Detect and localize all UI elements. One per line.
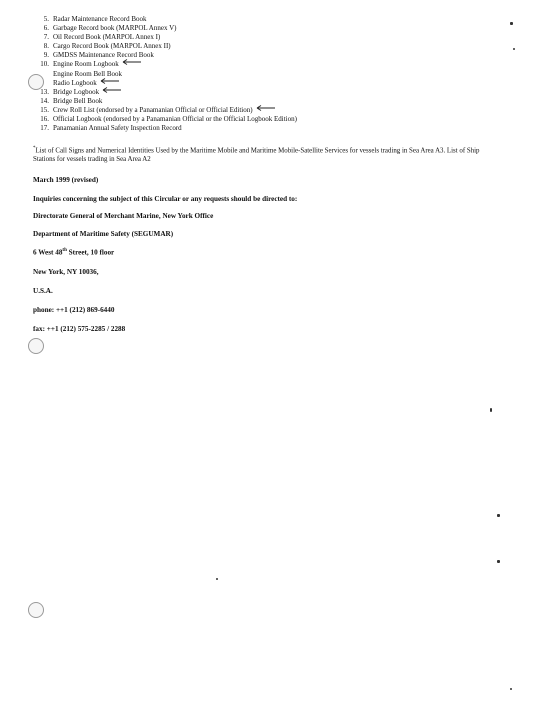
street-number: 6 West 48 <box>33 248 63 257</box>
list-item-label: Official Logbook (endorsed by a Panamanian Official or the Official Logbook Edition) <box>53 115 297 124</box>
scan-speck <box>513 48 515 50</box>
list-item <box>32 24 297 33</box>
list-item-label: Panamanian Annual Safety Inspection Record <box>53 124 182 133</box>
list-item-label: Oil Record Book (MARPOL Annex I) <box>53 33 161 42</box>
handwritten-arrow-icon <box>122 59 142 65</box>
list-item-number: 7. <box>43 33 49 42</box>
list-item-label: Engine Room Logbook <box>53 60 119 69</box>
scan-speck <box>497 514 500 517</box>
list-item <box>32 51 297 60</box>
street-address <box>33 248 114 256</box>
list-item-label: Radar Maintenance Record Book <box>53 15 147 23</box>
list-item <box>32 115 297 124</box>
list-item-number: 13. <box>40 87 49 96</box>
handwritten-arrow-icon <box>100 78 120 84</box>
list-item <box>32 33 297 42</box>
list-item <box>32 88 297 97</box>
punch-hole <box>28 74 44 90</box>
list-item-label: Garbage Record book (MARPOL Annex V) <box>53 24 177 33</box>
department-name: Department of Maritime Safety (SEGUMAR) <box>33 230 174 238</box>
list-item <box>32 15 297 24</box>
list-item-number: 16. <box>40 115 49 124</box>
city-line: New York, NY 10036, <box>33 268 99 276</box>
list-item-number: 6. <box>43 24 49 33</box>
office-name: Directorate General of Merchant Marine, New York Office <box>33 212 214 220</box>
scan-speck <box>497 560 500 563</box>
scan-speck <box>490 408 492 412</box>
list-item-label: GMDSS Maintenance Record Book <box>53 51 154 60</box>
list-item-label: Crew Roll List (endorsed by a Panamanian Official or Official Edition) <box>53 105 253 114</box>
list-item-label: Bridge Bell Book <box>53 96 103 105</box>
street-suffix: th <box>62 248 67 253</box>
scan-speck <box>510 22 513 25</box>
handwritten-arrow-icon <box>256 105 276 111</box>
footnote-text: List of Call Signs and Numerical Identities Used by the Maritime Mobile and Maritime Mobile-Satellite Services for vessels trading in Sea Area A3. List of Ship Stations for vessels trading in Sea Area A2 <box>33 147 480 164</box>
list-item-number: 14. <box>40 96 49 105</box>
punch-hole <box>28 338 44 354</box>
list-item <box>32 70 297 79</box>
revision-date: March 1999 (revised) <box>33 176 99 184</box>
list-item-number: 9. <box>43 51 49 60</box>
list-item-number: 10. <box>40 60 49 69</box>
handwritten-arrow-icon <box>102 87 122 93</box>
list-item-label: Cargo Record Book (MARPOL Annex II) <box>53 42 171 51</box>
record-book-list <box>32 15 297 133</box>
footnote-marker: * <box>33 146 36 151</box>
fax-line: fax: ++1 (212) 575-2285 / 2288 <box>33 325 126 333</box>
list-item <box>32 42 297 51</box>
list-item-label: Engine Room Bell Book <box>53 69 123 78</box>
list-item-label: Bridge Logbook <box>53 87 100 96</box>
list-item-number: 17. <box>40 124 49 133</box>
list-item-label: Radio Logbook <box>53 78 97 87</box>
list-item <box>32 124 297 133</box>
country-line: U.S.A. <box>33 287 53 295</box>
street-rest: Street, 10 floor <box>66 248 115 257</box>
list-item <box>32 79 297 88</box>
punch-hole <box>28 602 44 618</box>
list-item <box>32 106 297 115</box>
scan-speck <box>216 578 218 580</box>
list-item-number: 8. <box>43 42 49 51</box>
scan-speck <box>510 688 512 690</box>
inquiries-line: Inquiries concerning the subject of this Circular or any requests should be directed to: <box>33 195 298 203</box>
list-item-number: 15. <box>40 105 49 114</box>
list-item <box>32 60 297 69</box>
phone-line: phone: ++1 (212) 869-6440 <box>33 306 115 314</box>
footnote <box>33 144 503 164</box>
list-item-number: 5. <box>43 15 49 23</box>
